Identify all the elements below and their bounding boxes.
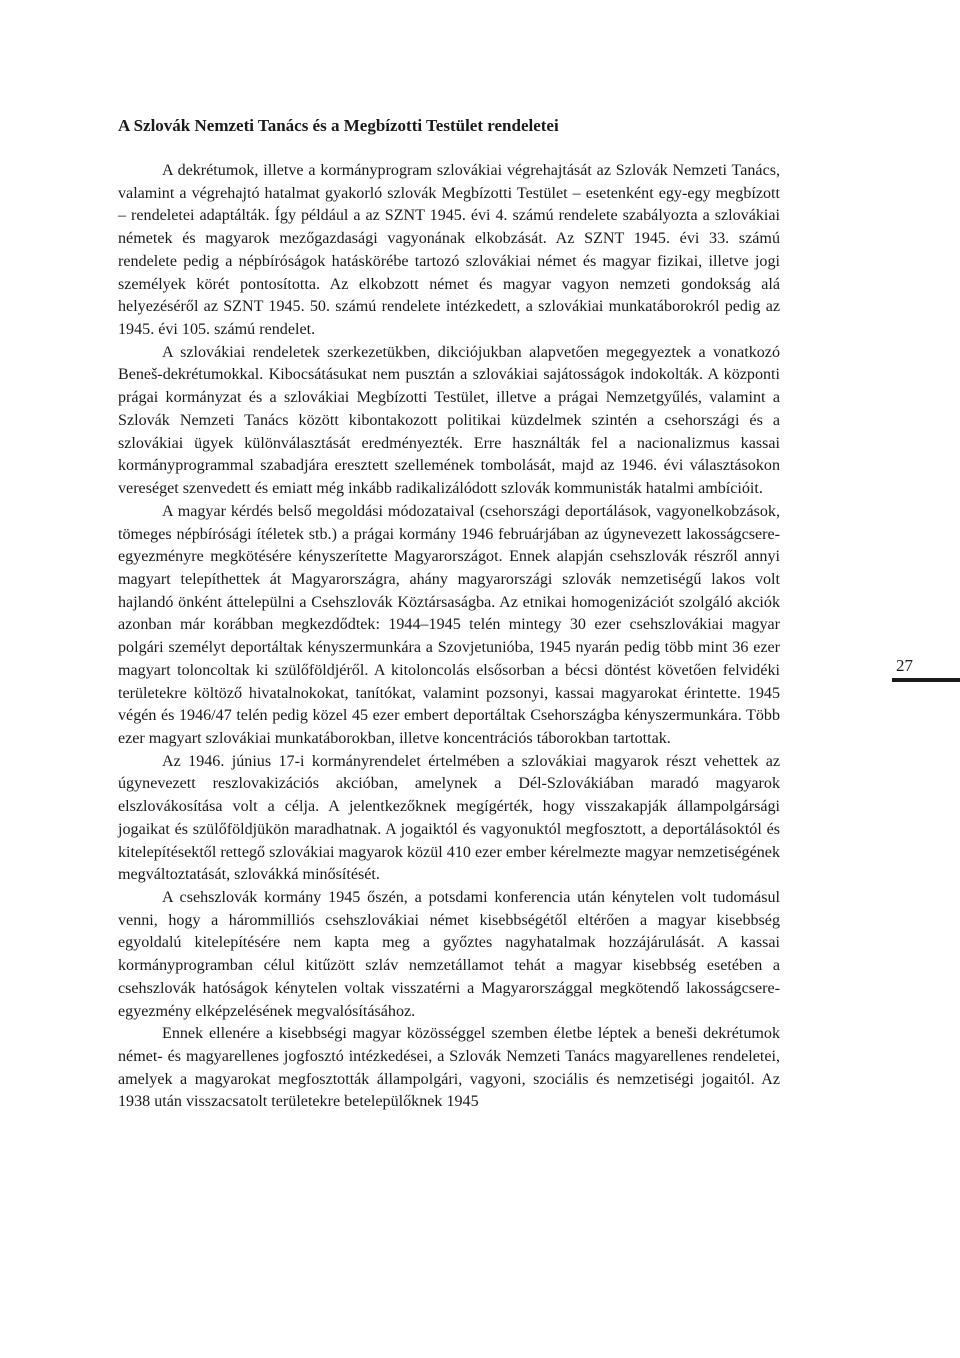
body-text — [118, 160, 780, 1114]
paragraph: A dekrétumok, illetve a kormányprogram szlovákiai végrehajtását az Szlovák Nemzeti Tanács, valamint a végrehajtó hatalmat gyakorló szlovák Megbízotti Testület – esetenként egy-egy megbízott – rendeletei adaptálták. Így például a az SZNT 1945. évi 4. számú rendelete szabályozta a szlovákiai németek és magyarok mezőgazdasági vagyonának elkobzását. Az SZNT 1945. évi 33. számú rendelete pedig a népbíróságok hatáskörébe tartozó szlovákiai német és magyar fizikai, illetve jogi személyek körét pontosította. Az elkobzott német és magyar vagyon nemzeti gondokság alá helyezéséről az SZNT 1945. 50. számú rendelete intézkedett, a szlovákiai munkatáborokról pedig az 1945. évi 105. számú rendelet. — [118, 162, 780, 339]
paragraph: Ennek ellenére a kisebbségi magyar közösséggel szemben életbe léptek a beneši dekrétumok német- és magyarellenes jogfosztó intézkedései, a Szlovák Nemzeti Tanács magyarellenes rendeletei, amelyek a magyarokat megfosztották állampolgári, vagyoni, szociális és nemzetiségi jogaitól. Az 1938 után visszacsatolt területekre betelepülőknek 1945 — [118, 1025, 780, 1111]
paragraph: A szlovákiai rendeletek szerkezetükben, dikciójukban alapvetően megegyeztek a vonatkozó Beneš-dekrétumokkal. Kibocsátásukat nem pusztán a szlovákiai sajátosságok indokolták. A központi prágai kormányzat és a szlovákiai Megbízotti Testület, illetve a prágai Nemzetgyűlés, valamint a Szlovák Nemzeti Tanács között kibontakozott politikai küzdelmek szintén a csehországi és a szlovákiai ügyek különválasztását eredményezték. Erre használták fel a nacionalizmus kassai kormányprogrammal szabadjára eresztett szellemének tombolását, majd az 1946. évi választásokon vereséget szenvedett és emiatt még inkább radikalizálódott szlovák kommunisták hatalmi ambícióit. — [118, 343, 780, 498]
paragraph: Az 1946. június 17-i kormányrendelet értelmében a szlovákiai magyarok részt vehettek az úgynevezett reszlovakizációs akcióban, amelynek a Dél-Szlovákiában maradó magyarok elszlovákosítása volt a célja. A jelentkezőknek megígérték, hogy visszakapják állampolgársági jogaikat és szülőföldjükön maradhatnak. A jogaiktól és vagyonuktól megfosztott, a deportálásoktól és kitelepítésektől rettegő szlovákiai magyarok közül 410 ezer ember kérelmezte magyar nemzetiségének megváltoztatását, szlovákká minősítését. — [118, 752, 780, 884]
paragraph: A csehszlovák kormány 1945 őszén, a potsdami konferencia után kénytelen volt tudomásul venni, hogy a hárommilliós csehszlovákiai német kisebbségétől eltérően a magyar kisebbség egyoldalú kitelepítésére nem kapta meg a győztes nagyhatalmak hozzájárulását. A kassai kormányprogramban célul kitűzött szláv nemzetállamot tehát a magyar kisebbség esetében a csehszlovák hatóságok kénytelen voltak visszatérni a Magyarországgal megkötendő lakosságcsere-egyezmény elképzelésének megvalósításához. — [118, 889, 780, 1020]
section-heading: A Szlovák Nemzeti Tanács és a Megbízotti Testület rendeletei — [118, 116, 559, 135]
page-number-rule — [892, 678, 960, 682]
page-number: 27 — [896, 656, 913, 675]
paragraph: A magyar kérdés belső megoldási módozataival (csehországi deportálások, vagyonelkobzások, tömeges népbírósági ítéletek stb.) a prágai kormány 1946 februárjában az úgynevezett lakosságcsere-egyezményre megkötésére kényszerítette Magyarországot. Ennek alapján csehszlovák részről annyi magyart telepíthettek át Magyarországra, ahány magyarországi szlovák nemzetiségű lakos volt hajlandó önként áttelepülni a Csehszlovák Köztársaságba. Az etnikai homogenizációt szolgáló akciók azonban már korábban megkezdődtek: 1944–1945 telén mintegy 30 ezer csehszlovákiai magyar polgári személyt deportáltak kényszermunkára a Szovjetunióba, 1945 nyarán pedig több mint 36 ezer magyart toloncoltak ki szülőföldjéről. A kitoloncolás elsősorban a bécsi döntést követően felvidéki területekre költöző hivatalnokokat, tanítókat, valamint pozsonyi, kassai magyarokat érintette. 1945 végén és 1946/47 telén pedig közel 45 ezer embert deportáltak Csehországba kényszermunkára. Több ezer magyart szlovákiai munkatáborokban, illetve koncentrációs táborokban tartottak. — [118, 502, 780, 747]
